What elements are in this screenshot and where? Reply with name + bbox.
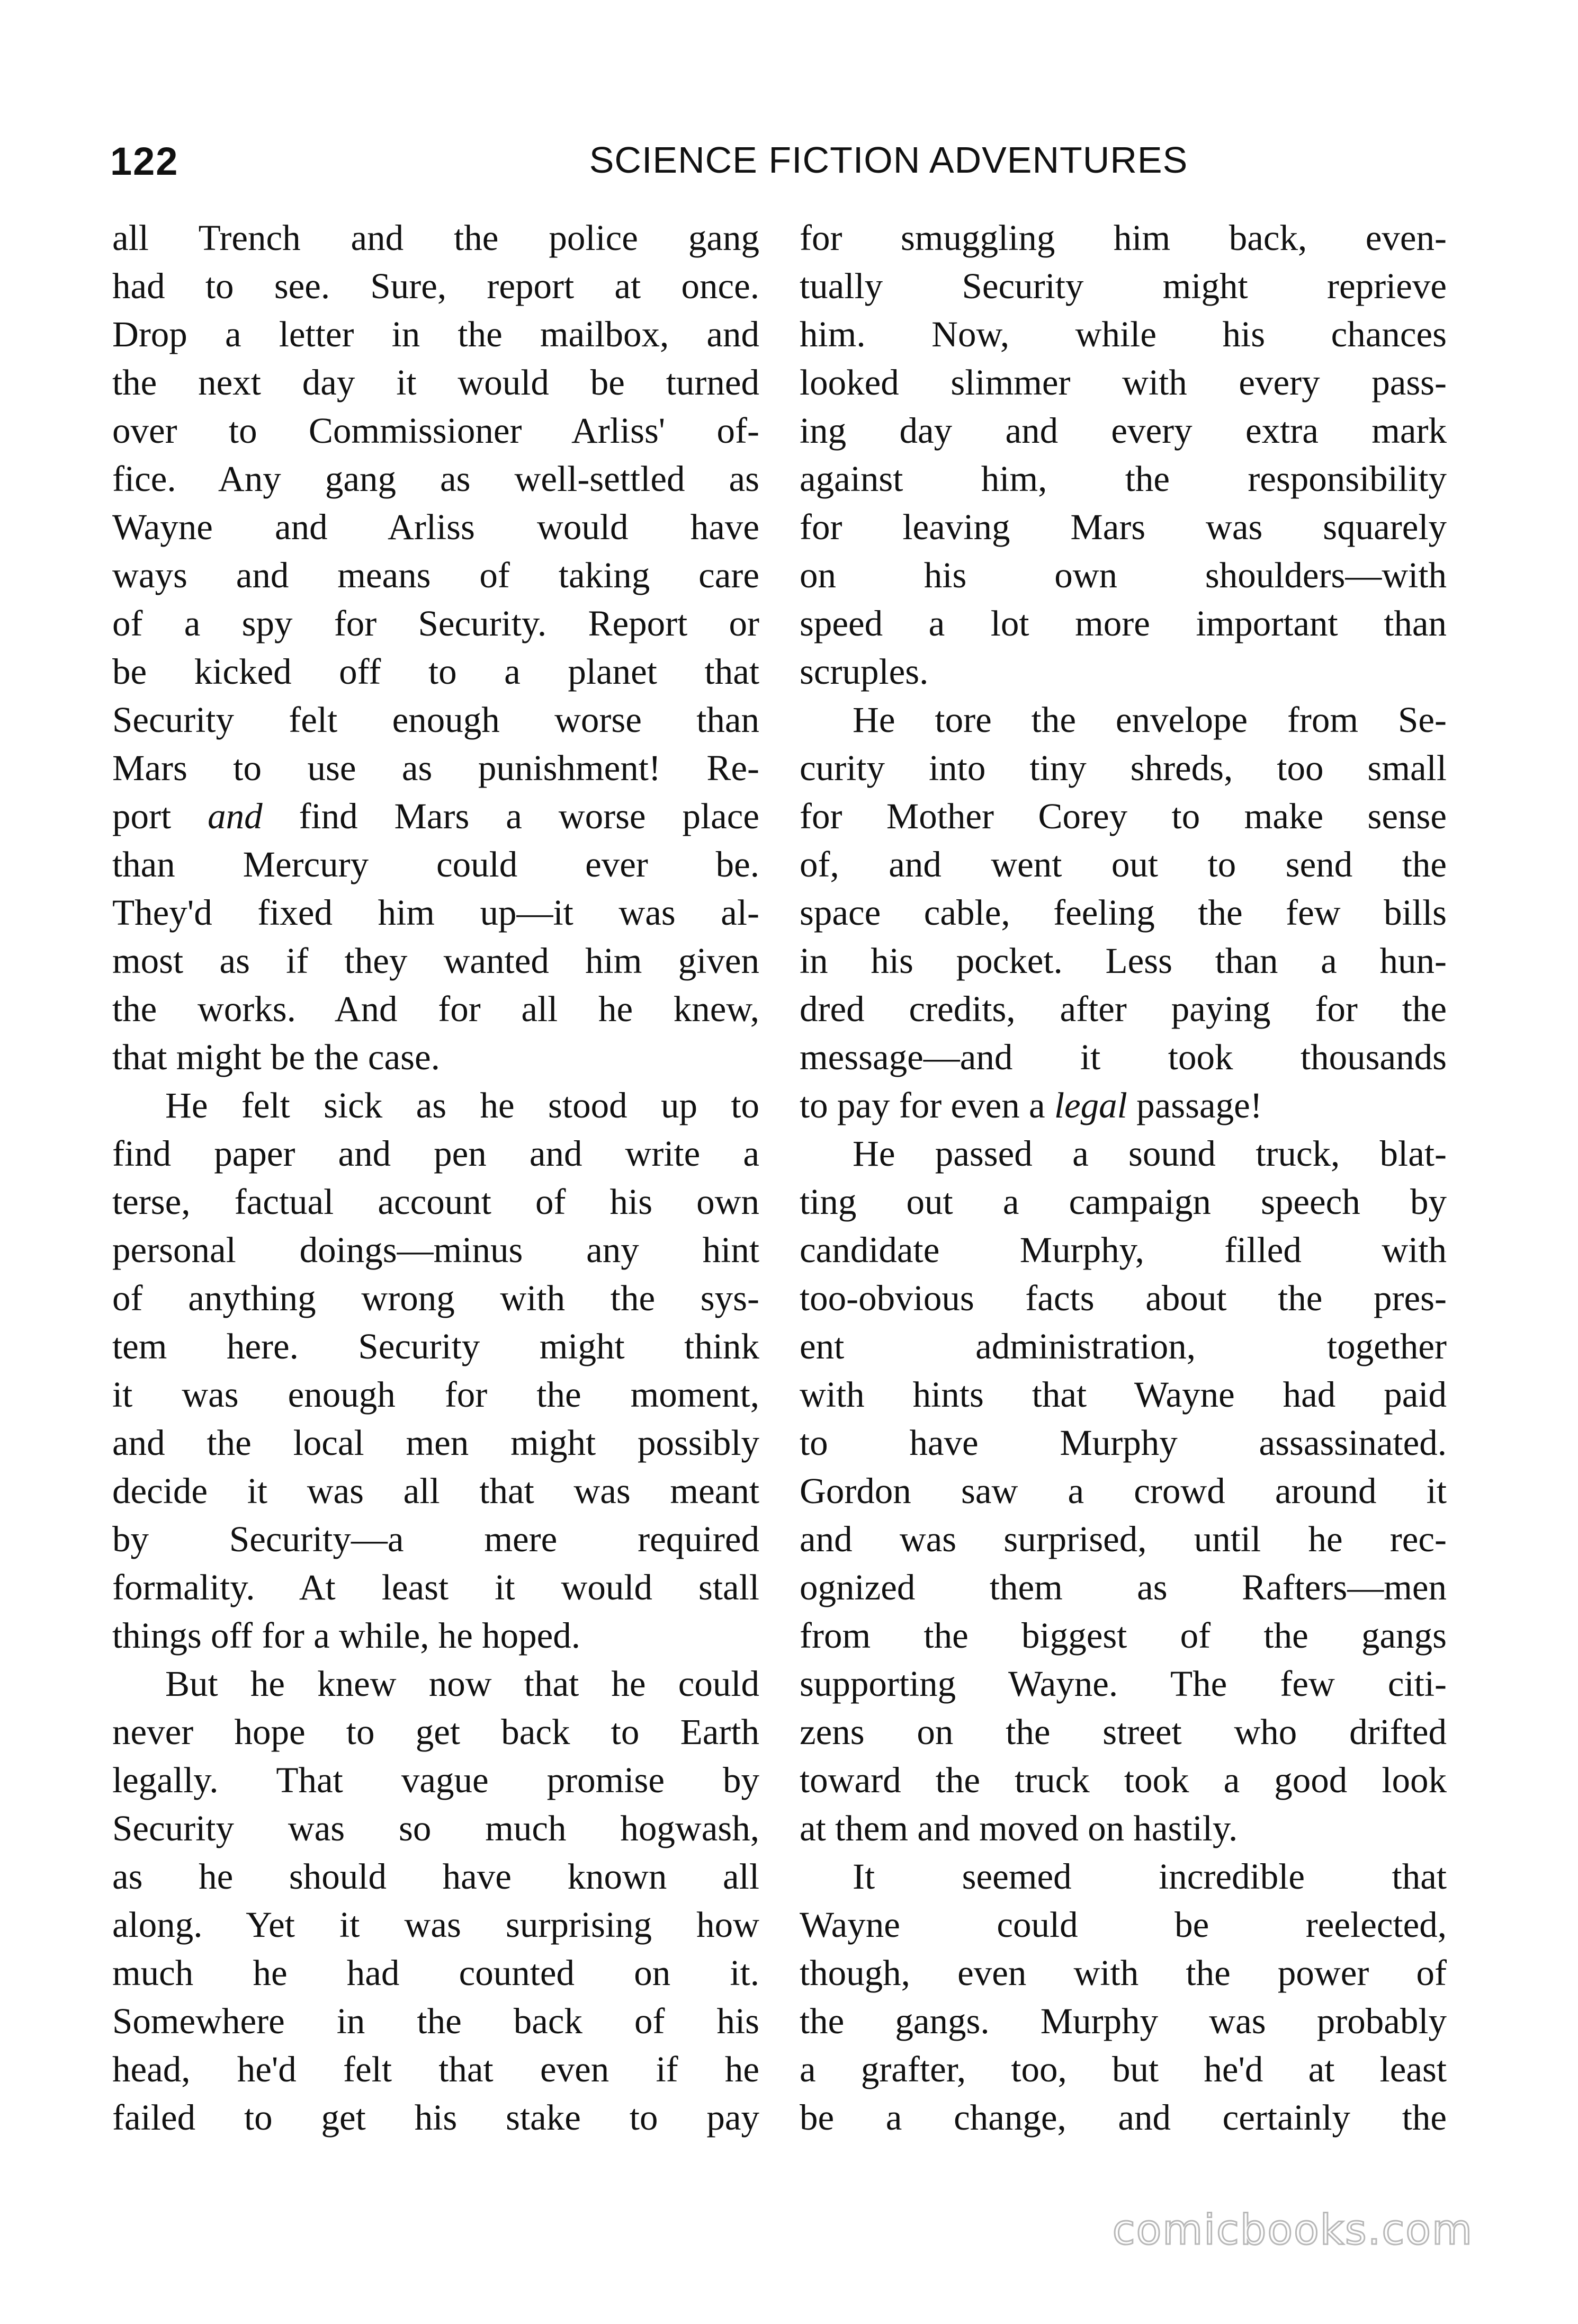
text-line	[112, 1612, 759, 1660]
text-line	[800, 792, 1447, 841]
text-line	[112, 503, 759, 551]
text-line-content: in his pocket. Less than a hun-	[800, 941, 1447, 981]
text-line	[800, 1467, 1447, 1515]
text-line-content: of a spy for Security. Report or	[112, 603, 759, 643]
text-line-content: legally. That vague promise by	[112, 1760, 759, 1800]
text-line	[800, 1949, 1447, 1997]
text-line	[800, 1515, 1447, 1563]
text-line	[800, 1274, 1447, 1322]
text-line	[800, 1226, 1447, 1274]
text-line-content: for Mother Corey to make sense	[800, 796, 1447, 836]
text-line	[800, 1612, 1447, 1660]
text-line	[112, 1804, 759, 1853]
text-line-content: to pay for even a	[800, 1085, 1054, 1125]
text-line-content: Security felt enough worse than	[112, 700, 759, 740]
text-line-content: the next day it would be turned	[112, 362, 759, 403]
text-line	[800, 2045, 1447, 2094]
text-line-content: ent administration, together	[800, 1326, 1447, 1366]
text-line-content: for smuggling him back, even-	[800, 218, 1447, 258]
text-line	[800, 1708, 1447, 1756]
text-line-content: against him, the responsibility	[800, 459, 1447, 499]
italic-word: and	[208, 796, 263, 836]
italic-word: legal	[1054, 1085, 1127, 1125]
page-number: 122	[110, 139, 179, 183]
text-line-content: decide it was all that was meant	[112, 1471, 759, 1511]
running-head: SCIENCE FICTION ADVENTURES	[589, 139, 1188, 181]
text-column-left	[112, 214, 759, 2142]
text-line-content: message—and it took thousands	[800, 1037, 1447, 1077]
watermark: comicbooks.com	[1112, 2206, 1473, 2254]
text-line-content: of, and went out to send the	[800, 844, 1447, 884]
text-line-content: Gordon saw a crowd around it	[800, 1471, 1447, 1511]
text-line	[800, 600, 1447, 648]
text-line-content: on his own shoulders—with	[800, 555, 1447, 595]
text-line	[112, 696, 759, 744]
text-line-content: be kicked off to a planet that	[112, 651, 759, 692]
text-line-content: that might be the case.	[112, 1037, 440, 1077]
text-line	[112, 792, 759, 841]
text-line	[112, 1322, 759, 1371]
text-line-content: terse, factual account of his own	[112, 1182, 759, 1222]
text-line	[112, 1756, 759, 1804]
text-line	[800, 1660, 1447, 1708]
text-line-content: of anything wrong with the sys-	[112, 1278, 759, 1318]
text-line	[800, 648, 1447, 696]
text-line	[800, 551, 1447, 600]
text-line-content: find paper and pen and write a	[112, 1133, 759, 1174]
text-line-content: Security was so much hogwash,	[112, 1808, 759, 1848]
text-line	[800, 359, 1447, 407]
text-line-content: as he should have known all	[112, 1856, 759, 1897]
text-line	[800, 1756, 1447, 1804]
text-line-content: It seemed incredible that	[853, 1856, 1447, 1897]
text-line	[800, 407, 1447, 455]
text-line	[112, 600, 759, 648]
text-line-content: toward the truck took a good look	[800, 1760, 1447, 1800]
text-line	[112, 455, 759, 503]
text-line-content: Drop a letter in the mailbox, and	[112, 314, 759, 354]
text-line	[112, 2045, 759, 2094]
text-line-content: than Mercury could ever be.	[112, 844, 759, 884]
text-line	[800, 1419, 1447, 1467]
text-line	[112, 889, 759, 937]
text-line	[800, 841, 1447, 889]
text-line-content: He tore the envelope from Se-	[853, 700, 1447, 740]
text-line	[112, 551, 759, 600]
text-line	[800, 1371, 1447, 1419]
text-line-content: ing day and every extra mark	[800, 410, 1447, 451]
text-line	[800, 744, 1447, 792]
text-line	[112, 1563, 759, 1612]
text-line-content: be a change, and certainly the	[800, 2097, 1447, 2138]
text-line	[112, 1226, 759, 1274]
text-line-content: a grafter, too, but he'd at least	[800, 2049, 1447, 2089]
text-line-content: at them and moved on hastily.	[800, 1808, 1238, 1848]
text-line-continuation: passage!	[1127, 1085, 1262, 1125]
text-line-content: But he knew now that he could	[165, 1664, 759, 1704]
text-line	[112, 937, 759, 985]
text-line-content: by Security—a mere required	[112, 1519, 759, 1559]
text-line	[112, 359, 759, 407]
text-line-content: ting out a campaign speech by	[800, 1182, 1447, 1222]
page-header	[110, 139, 1450, 197]
text-line-content: speed a lot more important than	[800, 603, 1447, 643]
text-line	[112, 841, 759, 889]
text-line-content: the works. And for all he knew,	[112, 989, 759, 1029]
text-line-content: space cable, feeling the few bills	[800, 892, 1447, 933]
text-line	[800, 262, 1447, 310]
text-line-content: He felt sick as he stood up to	[165, 1085, 759, 1125]
text-line-content: zens on the street who drifted	[800, 1712, 1447, 1752]
text-line-content: it was enough for the moment,	[112, 1374, 759, 1415]
text-line	[800, 1997, 1447, 2045]
text-line	[112, 648, 759, 696]
text-line-continuation: find Mars a worse place	[262, 796, 759, 836]
text-line	[800, 696, 1447, 744]
text-line	[800, 503, 1447, 551]
text-line-content: Wayne could be reelected,	[800, 1905, 1447, 1945]
text-line	[112, 1467, 759, 1515]
text-line	[800, 985, 1447, 1033]
text-line-content: supporting Wayne. The few citi-	[800, 1664, 1447, 1704]
text-line	[800, 1322, 1447, 1371]
text-line	[800, 1178, 1447, 1226]
text-line	[112, 1949, 759, 1997]
text-line-content: much he had counted on it.	[112, 1953, 759, 1993]
text-line	[112, 310, 759, 359]
text-line-content: things off for a while, he hoped.	[112, 1615, 581, 1656]
text-line	[112, 1130, 759, 1178]
text-column-right	[800, 214, 1447, 2142]
text-line-content: They'd fixed him up—it was al-	[112, 892, 759, 933]
text-line-content: Wayne and Arliss would have	[112, 507, 759, 547]
text-line-content: Somewhere in the back of his	[112, 2001, 759, 2041]
text-line	[800, 310, 1447, 359]
text-line-content: formality. At least it would stall	[112, 1567, 759, 1607]
text-line-content: scruples.	[800, 651, 929, 692]
text-line-content: Mars to use as punishment! Re-	[112, 748, 759, 788]
text-line	[112, 1033, 759, 1081]
text-line-content: most as if they wanted him given	[112, 941, 759, 981]
text-line	[112, 1371, 759, 1419]
text-line-content: curity into tiny shreds, too small	[800, 748, 1447, 788]
text-line	[112, 1853, 759, 1901]
text-line-content: head, he'd felt that even if he	[112, 2049, 759, 2089]
text-line	[112, 1515, 759, 1563]
text-line-content: failed to get his stake to pay	[112, 2097, 759, 2138]
text-line-content: and was surprised, until he rec-	[800, 1519, 1447, 1559]
text-line	[112, 1997, 759, 2045]
text-line-content: ognized them as Rafters—men	[800, 1567, 1447, 1607]
text-line-content: ways and means of taking care	[112, 555, 759, 595]
text-line-content: dred credits, after paying for the	[800, 989, 1447, 1029]
text-line-content: tem here. Security might think	[112, 1326, 759, 1366]
text-line-content: over to Commissioner Arliss' of-	[112, 410, 759, 451]
text-line	[800, 1804, 1447, 1853]
text-line-content: though, even with the power of	[800, 1953, 1447, 1993]
text-line	[112, 1081, 759, 1130]
text-line-content: too-obvious facts about the pres-	[800, 1278, 1447, 1318]
text-line-content: all Trench and the police gang	[112, 218, 759, 258]
text-line	[112, 1274, 759, 1322]
text-line-content: tually Security might reprieve	[800, 266, 1447, 306]
text-line-content: port	[112, 796, 208, 836]
text-line	[112, 262, 759, 310]
text-line-content: him. Now, while his chances	[800, 314, 1447, 354]
text-line	[800, 1901, 1447, 1949]
text-line-content: never hope to get back to Earth	[112, 1712, 759, 1752]
text-line	[800, 2094, 1447, 2142]
text-line-content: for leaving Mars was squarely	[800, 507, 1447, 547]
text-line-content: the gangs. Murphy was probably	[800, 2001, 1447, 2041]
text-line	[800, 1033, 1447, 1081]
text-line-content: fice. Any gang as well-settled as	[112, 459, 759, 499]
text-line	[112, 744, 759, 792]
text-line-content: and the local men might possibly	[112, 1423, 759, 1463]
text-line-content: personal doings—minus any hint	[112, 1230, 759, 1270]
text-line-content: from the biggest of the gangs	[800, 1615, 1447, 1656]
text-line-content: with hints that Wayne had paid	[800, 1374, 1447, 1415]
text-line	[800, 1081, 1447, 1130]
text-line-content: He passed a sound truck, blat-	[853, 1133, 1447, 1174]
text-line	[800, 889, 1447, 937]
text-line	[112, 1901, 759, 1949]
text-line	[112, 985, 759, 1033]
text-line	[112, 407, 759, 455]
text-line	[112, 1708, 759, 1756]
text-line-content: looked slimmer with every pass-	[800, 362, 1447, 403]
text-line	[800, 1853, 1447, 1901]
text-line	[800, 455, 1447, 503]
text-line-content: along. Yet it was surprising how	[112, 1905, 759, 1945]
text-line-content: candidate Murphy, filled with	[800, 1230, 1447, 1270]
text-line	[112, 2094, 759, 2142]
text-line	[112, 1660, 759, 1708]
text-line-content: had to see. Sure, report at once.	[112, 266, 759, 306]
text-line-content: to have Murphy assassinated.	[800, 1423, 1447, 1463]
text-line	[112, 1419, 759, 1467]
text-line	[800, 1563, 1447, 1612]
text-line	[112, 1178, 759, 1226]
text-line	[800, 214, 1447, 262]
text-line	[800, 937, 1447, 985]
text-line	[112, 214, 759, 262]
text-line	[800, 1130, 1447, 1178]
